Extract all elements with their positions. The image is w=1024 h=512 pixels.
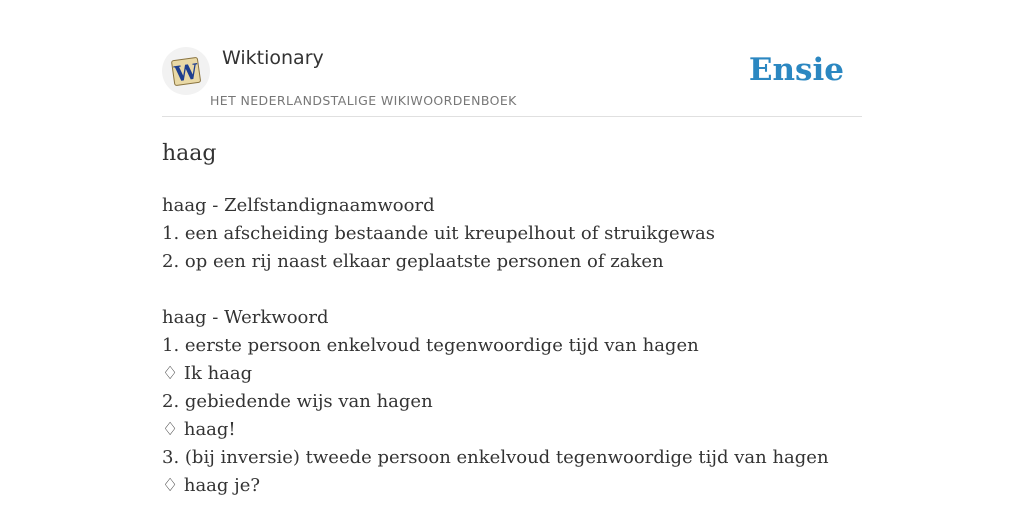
site-header xyxy=(162,0,862,117)
ensie-brand-link[interactable]: Ensie xyxy=(748,52,844,88)
definition-line: 1. eerste persoon enkelvoud tegenwoordige tijd van hagen xyxy=(162,335,699,356)
wiktionary-logo-icon[interactable] xyxy=(162,47,210,95)
logo-tile-icon xyxy=(168,53,204,89)
definition-line: 3. (bij inversie) tweede persoon enkelvoud tegenwoordige tijd van hagen xyxy=(162,447,829,468)
logo-letter: W xyxy=(172,58,200,87)
example-line: ♢ Ik haag xyxy=(162,363,253,384)
example-line: ♢ haag je? xyxy=(162,475,261,496)
section-heading: haag - Zelfstandignaamwoord xyxy=(162,195,435,216)
site-name[interactable]: Wiktionary xyxy=(222,47,324,69)
section-noun xyxy=(162,192,862,276)
page-title: haag xyxy=(162,141,217,166)
site-tagline: HET NEDERLANDSTALIGE WIKIWOORDENBOEK xyxy=(210,93,517,108)
example-line: ♢ haag! xyxy=(162,419,236,440)
section-heading: haag - Werkwoord xyxy=(162,307,329,328)
entry-content xyxy=(162,192,862,500)
definition-line: 1. een afscheiding bestaande uit kreupelhout of struikgewas xyxy=(162,223,716,244)
definition-line: 2. gebiedende wijs van hagen xyxy=(162,391,433,412)
definition-line: 2. op een rij naast elkaar geplaatste personen of zaken xyxy=(162,251,664,272)
section-spacer xyxy=(162,276,862,304)
section-verb xyxy=(162,304,862,500)
